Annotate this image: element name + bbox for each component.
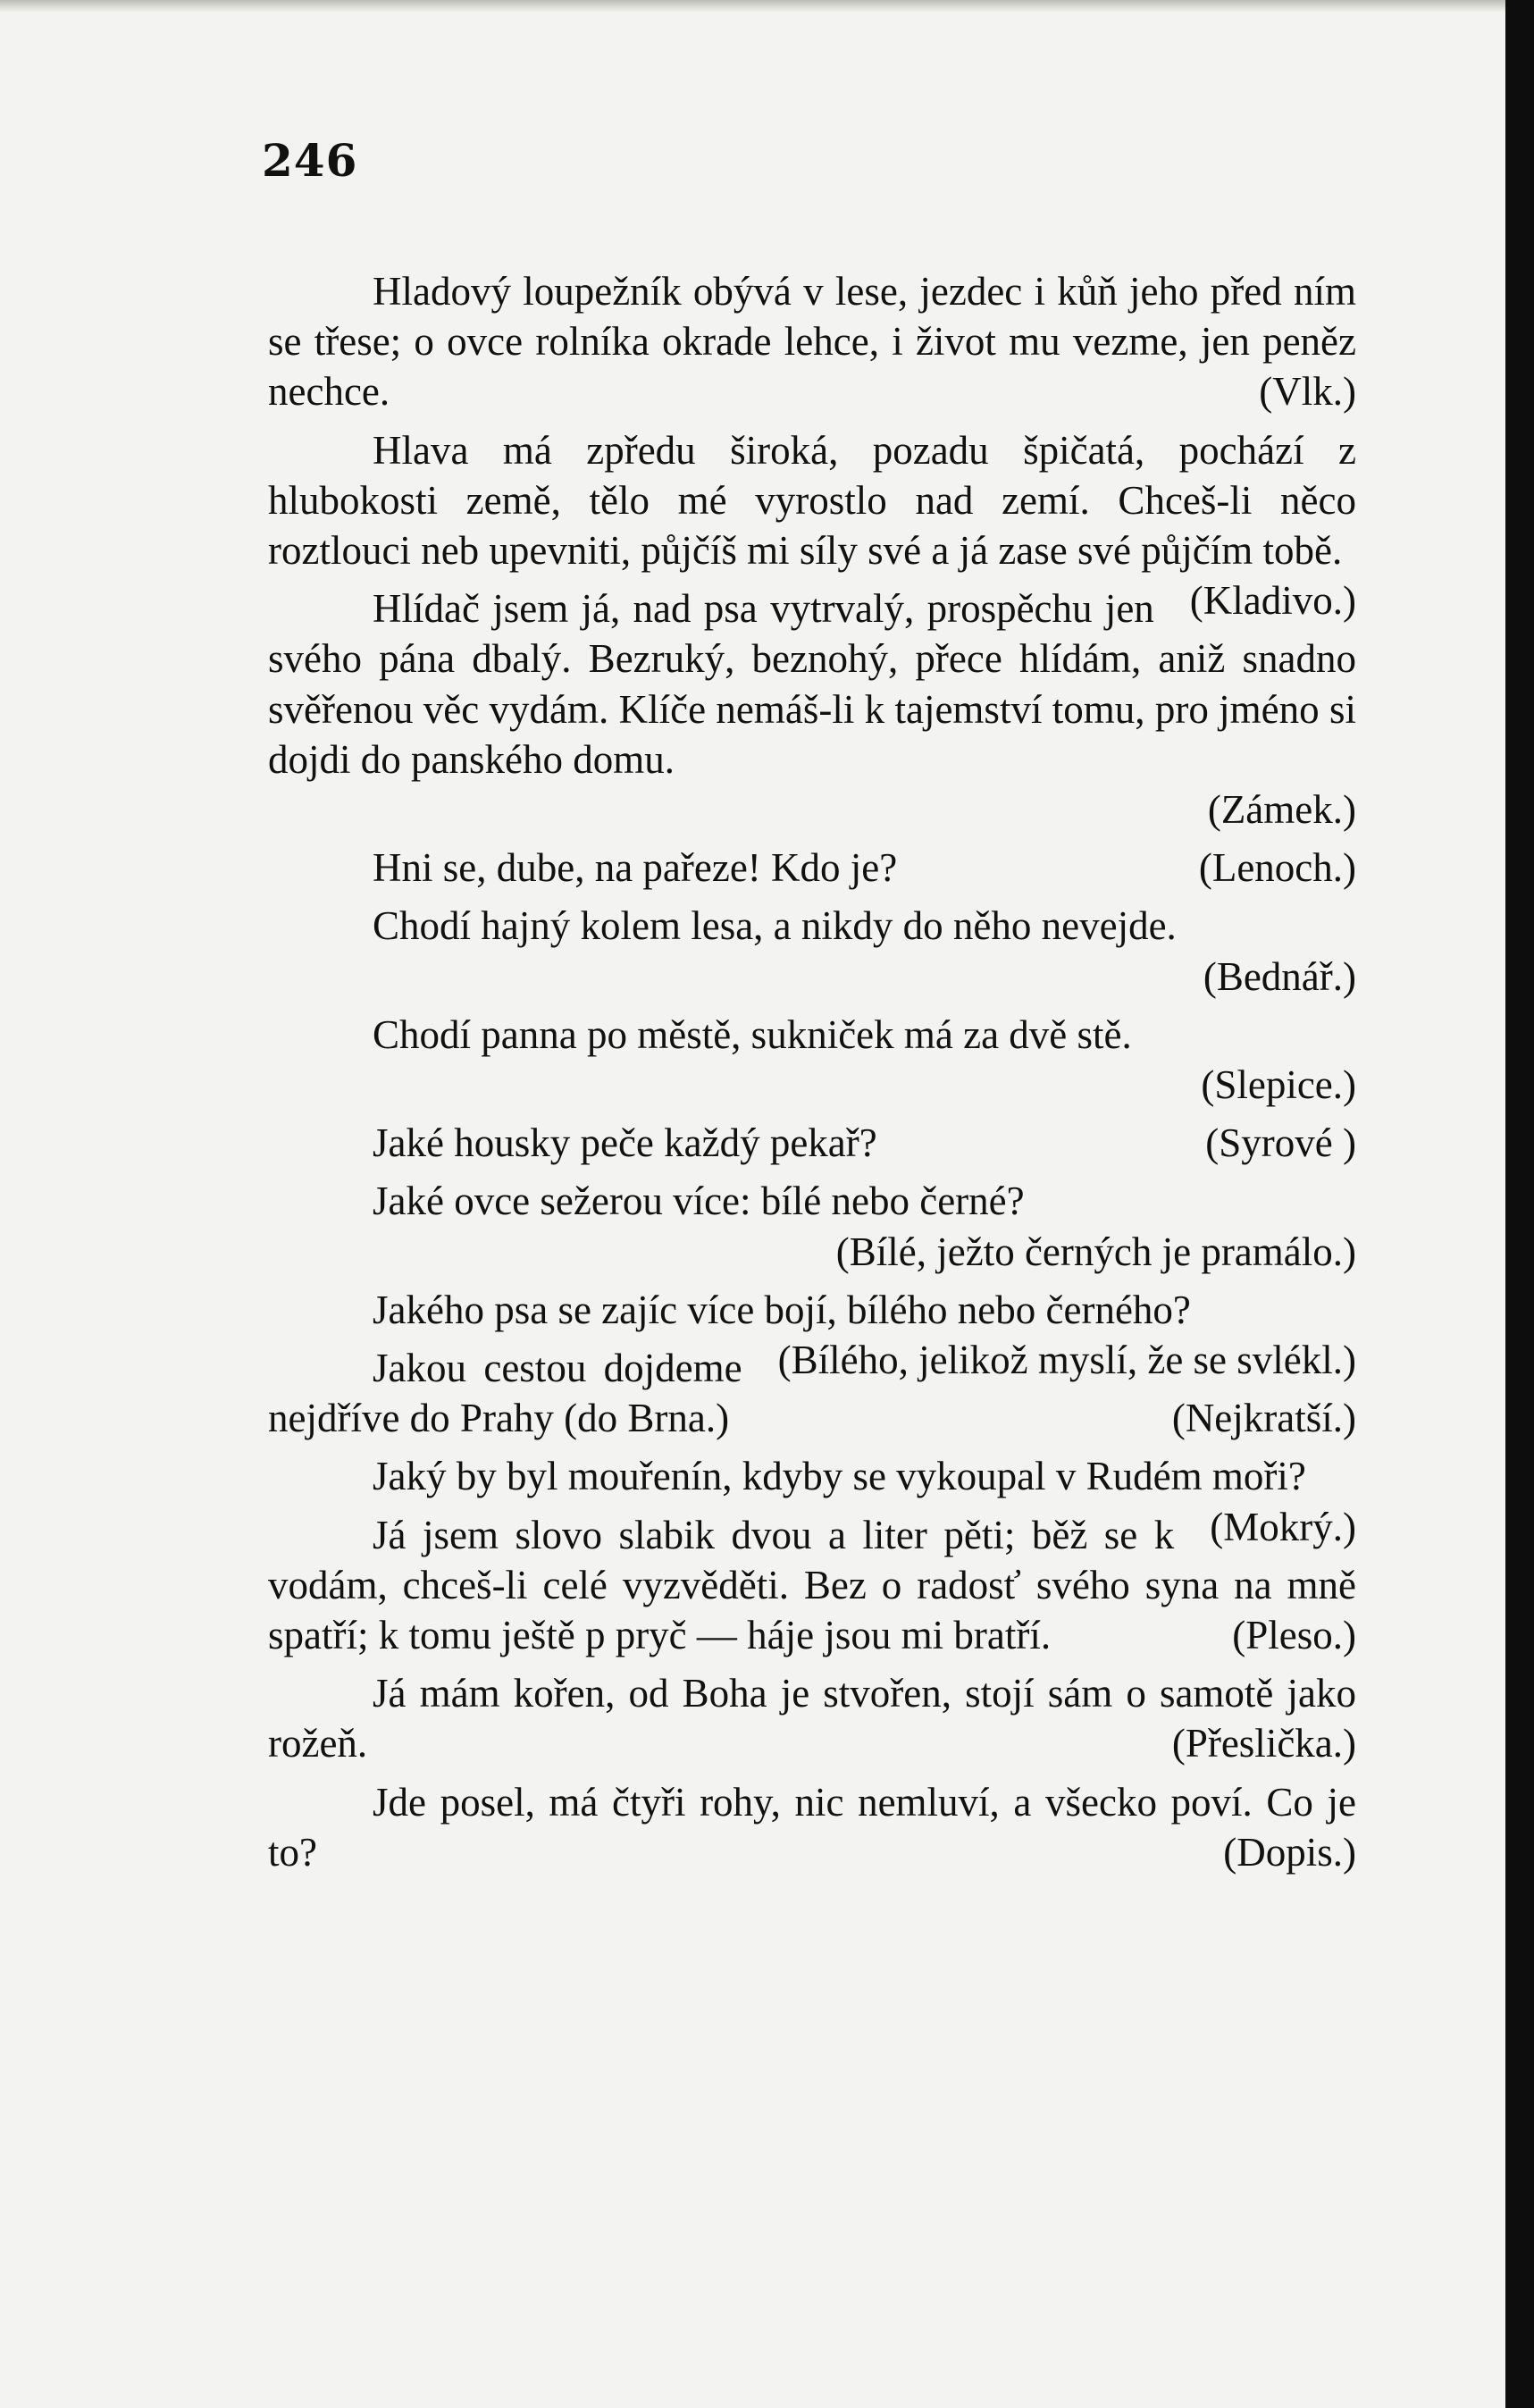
- riddle-item: [268, 1176, 1356, 1276]
- riddle-text: Jakou cestou dojdeme nejdříve do Prahy (do Brna.): [268, 1346, 742, 1441]
- riddle-text: Jaké housky peče každý pekař?: [373, 1120, 877, 1166]
- riddle-text: Hladový loupežník obývá v lese, jezdec i kůň jeho před ním se třese; o ovce rolníka okrade lehce, i život mu vezme, jen peněz nechce.: [268, 269, 1356, 415]
- riddle-item: [268, 1343, 1356, 1443]
- riddle-answer: (Kladivo.): [1189, 578, 1356, 624]
- riddle-item: [268, 1668, 1356, 1768]
- riddle-item: [268, 1777, 1356, 1877]
- riddle-answer: (Slepice.): [1201, 1062, 1356, 1108]
- riddle-text: Jaké ovce sežerou více: bílé nebo černé?: [373, 1179, 1025, 1224]
- riddle-item: [268, 1451, 1356, 1549]
- riddle-item: [268, 1118, 1356, 1168]
- riddle-list: [268, 266, 1356, 1885]
- page-right-edge: [1505, 0, 1534, 2408]
- riddle-text: Jaký by byl mouřenín, kdyby se vykoupal v Rudém moři?: [373, 1454, 1306, 1499]
- riddle-item: [268, 583, 1356, 835]
- riddle-text: Jakého psa se zajíc více bojí, bílého nebo černého?: [373, 1287, 1191, 1332]
- riddle-answer: (Bílé, ježto černých je pramálo.): [835, 1229, 1356, 1274]
- riddle-item: [268, 1510, 1356, 1661]
- riddle-text: Já jsem slovo slabik dvou a liter pěti; běž se k vodám, chceš-li celé vyzvěděti. Bez o radosť svého syna na mně spatří; k tomu ještě p pryč — háje jsou mi bratří.: [268, 1512, 1356, 1658]
- riddle-answer: (Zámek.): [1207, 787, 1356, 833]
- riddle-answer: (Bednář.): [1203, 953, 1356, 999]
- page-top-edge: [0, 0, 1534, 13]
- riddle-answer: (Bílého, jelikož myslí, že se svlékl.): [777, 1338, 1356, 1383]
- riddle-item: [268, 843, 1356, 893]
- riddle-item: [268, 1010, 1356, 1110]
- riddle-text: Chodí panna po městě, sukniček má za dvě stě.: [373, 1011, 1132, 1057]
- riddle-text: Chodí hajný kolem lesa, a nikdy do něho nevejde.: [373, 903, 1177, 949]
- riddle-answer: (Nejkratší.): [1171, 1396, 1356, 1441]
- riddle-answer: (Lenoch.): [1198, 845, 1356, 891]
- riddle-item: [268, 901, 1356, 1001]
- riddle-item: [268, 425, 1356, 624]
- riddle-text: Hlava má zpředu široká, pozadu špičatá, pochází z hlubokosti země, tělo mé vyrostlo nad zemí. Chceš-li něco roztlouci neb upevniti, půjčíš mi síly své a já zase své půjčím tobě.: [268, 427, 1356, 574]
- riddle-answer: (Pleso.): [1232, 1613, 1356, 1658]
- riddle-answer: (Dopis.): [1223, 1829, 1356, 1875]
- riddle-text: Já mám kořen, od Boha je stvořen, stojí sám o samotě jako rožeň.: [268, 1671, 1356, 1766]
- riddle-text: Jde posel, má čtyři rohy, nic nemluví, a všecko poví. Co je to?: [268, 1779, 1356, 1875]
- riddle-item: [268, 266, 1356, 417]
- riddle-answer: (Syrové ): [1205, 1120, 1356, 1166]
- riddle-answer: (Mokrý.): [1210, 1504, 1356, 1549]
- riddle-text: Hlídač jsem já, nad psa vytrvalý, prospěchu jen svého pána dbalý. Bezruký, beznohý, přece hlídám, aniž snadno svěřenou věc vydám. Klíče nemáš-li k tajemství tomu, pro jméno si dojdi do panského domu.: [268, 586, 1356, 782]
- riddle-answer: (Vlk.): [1259, 369, 1356, 415]
- page-number: 246: [262, 134, 358, 187]
- riddle-text: Hni se, dube, na pařeze! Kdo je?: [373, 845, 898, 891]
- riddle-answer: (Přeslička.): [1171, 1721, 1356, 1766]
- riddle-item: [268, 1285, 1356, 1383]
